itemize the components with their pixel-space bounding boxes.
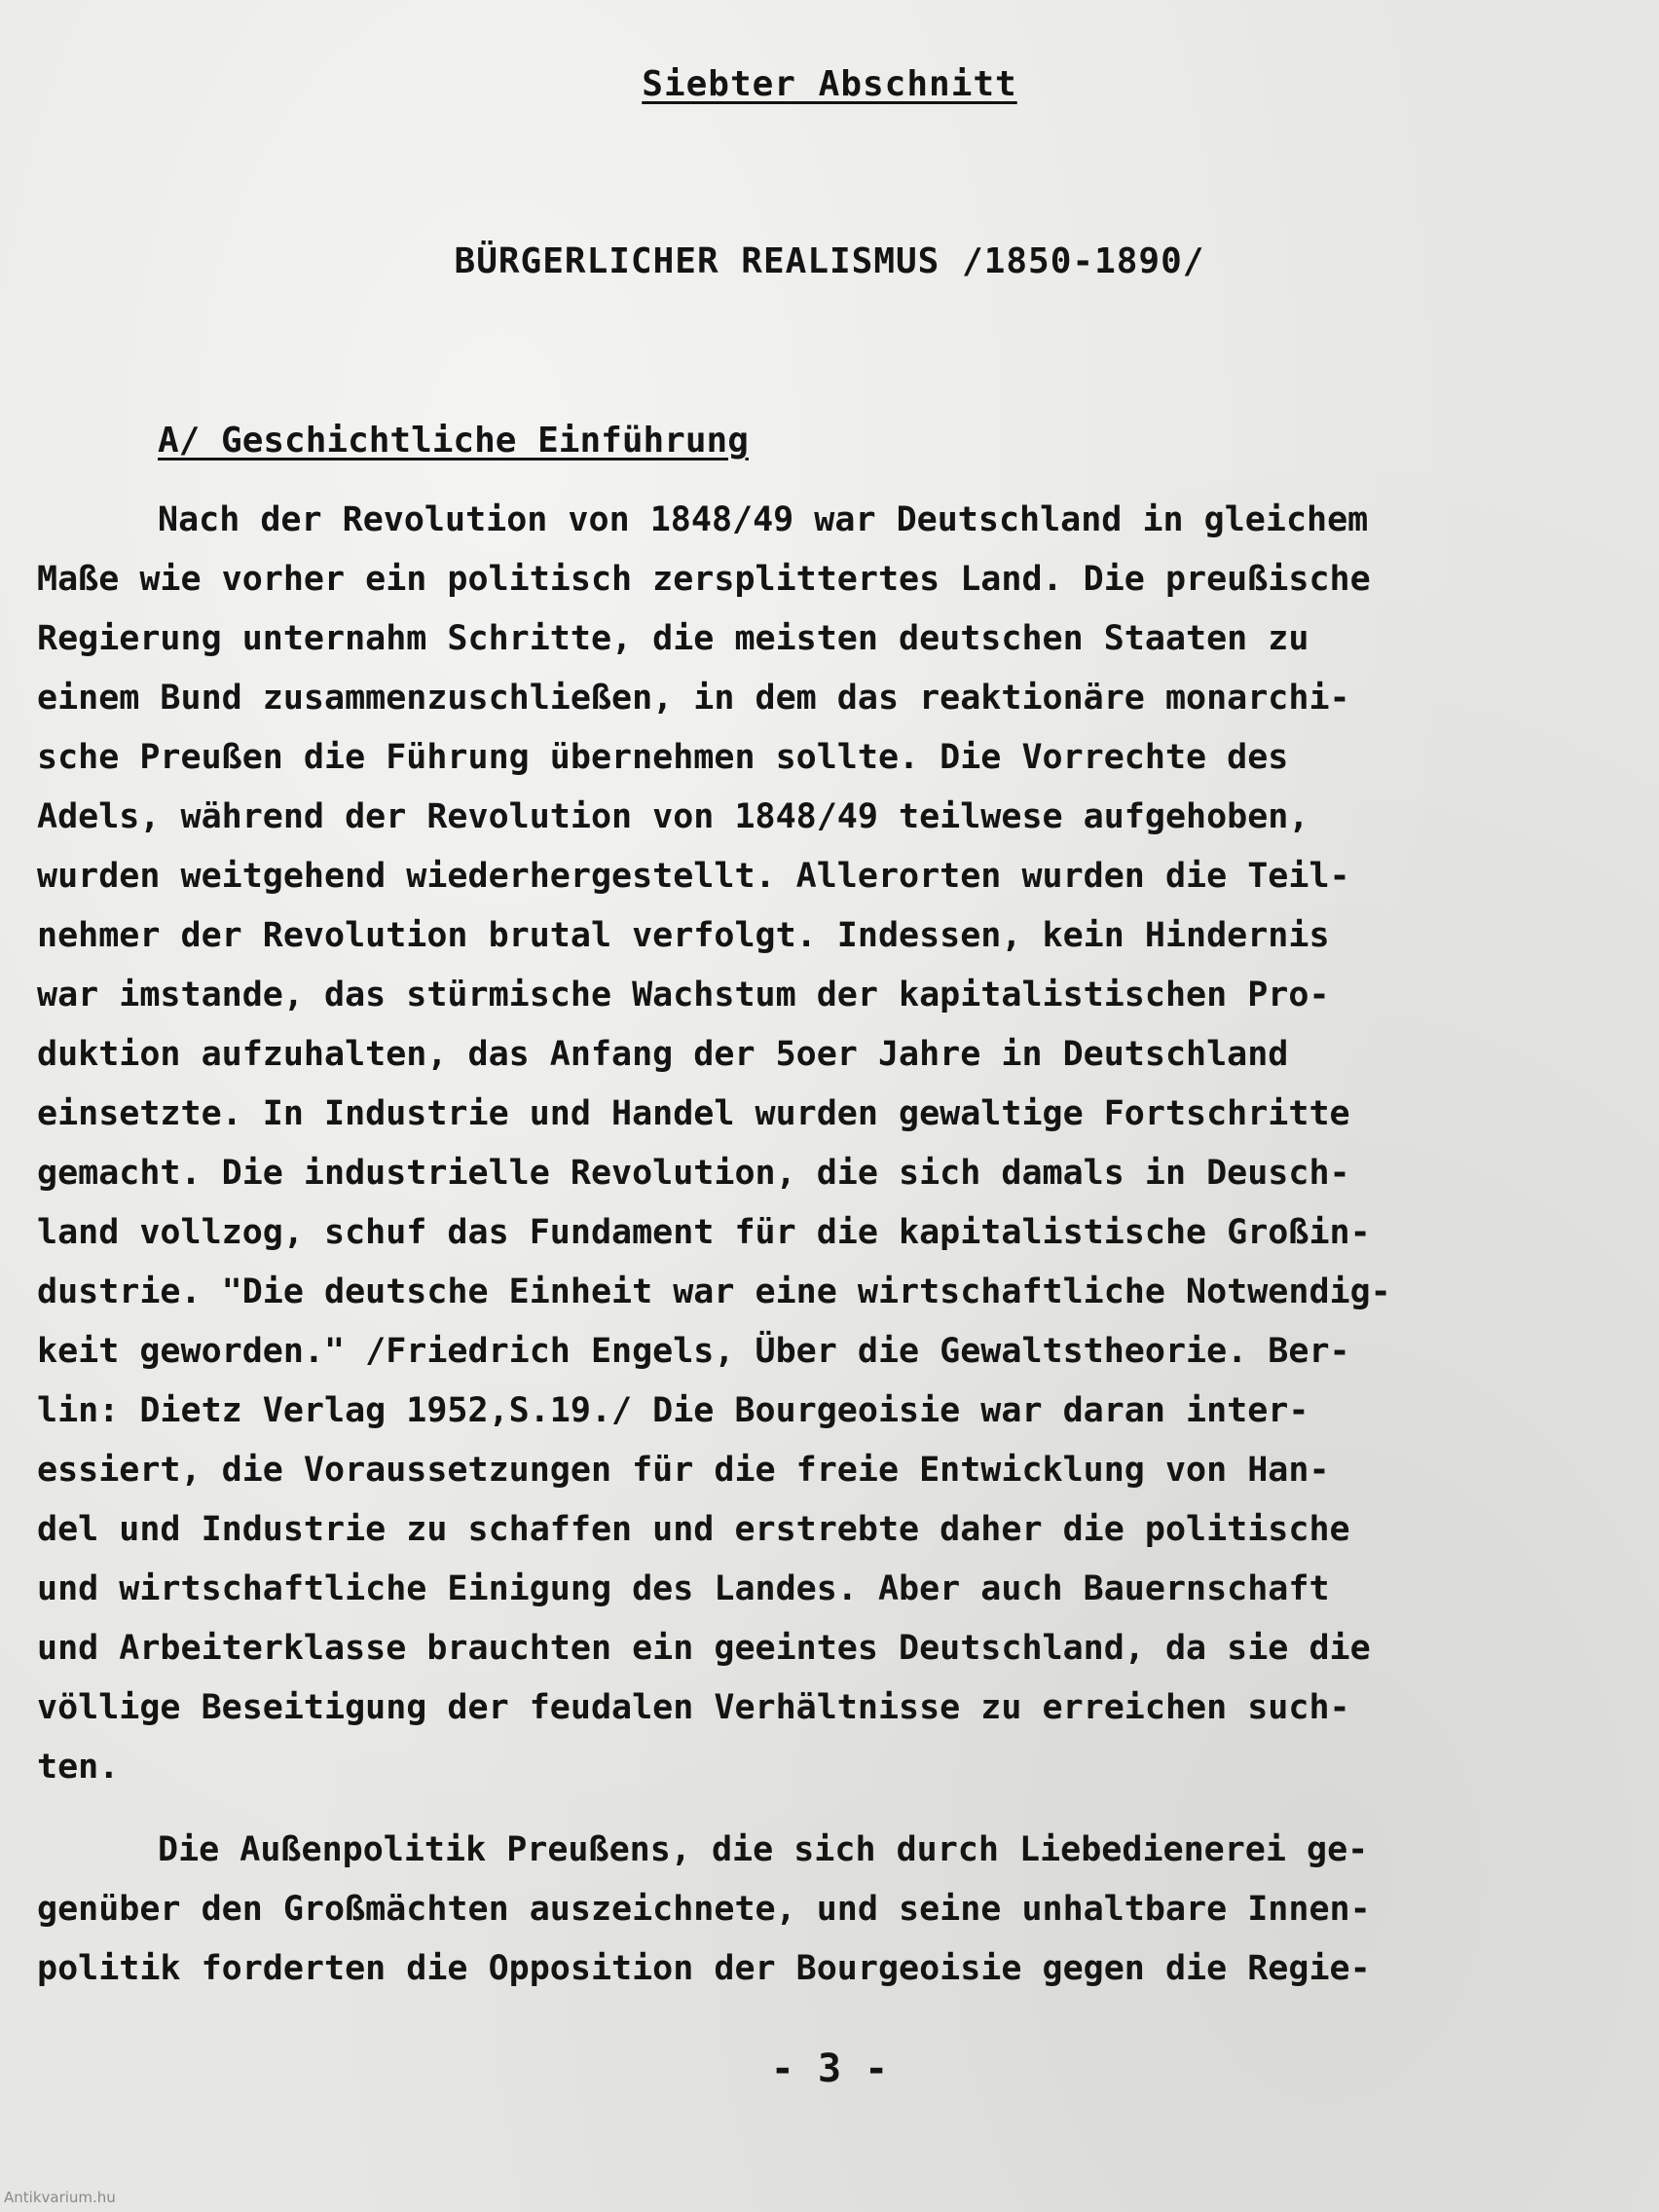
text-line: genüber den Großmächten auszeichnete, und seine unhaltbare Innen- (37, 1890, 1371, 1929)
body-text (37, 491, 1634, 1999)
chapter-title: BÜRGERLICHER REALISMUS /1850-1890/ (454, 241, 1205, 281)
text-line: sche Preußen die Führung übernehmen sollte. Die Vorrechte des (37, 738, 1289, 777)
text-line: Nach der Revolution von 1848/49 war Deutschland in gleichem (158, 500, 1369, 539)
text-line: land vollzog, schuf das Fundament für die kapitalistische Großin- (37, 1213, 1371, 1252)
watermark: Antikvarium.hu (4, 2189, 116, 2206)
text-line: einsetzte. In Industrie und Handel wurden gewaltige Fortschritte (37, 1094, 1350, 1133)
text-line: politik forderten die Opposition der Bourgeoisie gegen die Regie- (37, 1949, 1371, 1988)
subheading: A/ Geschichtliche Einführung (158, 421, 749, 461)
text-line: lin: Dietz Verlag 1952,S.19./ Die Bourgeoisie war daran inter- (37, 1391, 1309, 1430)
text-line: Maße wie vorher ein politisch zersplittertes Land. Die preußische (37, 560, 1371, 599)
text-line: del und Industrie zu schaffen und erstrebte daher die politische (37, 1510, 1350, 1549)
paragraph-1 (37, 491, 1634, 1797)
text-line: Adels, während der Revolution von 1848/49 teilwese aufgehoben, (37, 797, 1309, 836)
section-title: Siebter Abschnitt (642, 64, 1017, 104)
text-line: ten. (37, 1748, 120, 1787)
paragraph-2 (37, 1821, 1634, 1999)
paragraph-gap (37, 1797, 1634, 1821)
text-line: dustrie. "Die deutsche Einheit war eine wirtschaftliche Notwendig- (37, 1272, 1391, 1311)
text-line: wurden weitgehend wiederhergestellt. Allerorten wurden die Teil- (37, 857, 1350, 896)
text-line: war imstande, das stürmische Wachstum der kapitalistischen Pro- (37, 976, 1330, 1014)
text-line: Regierung unternahm Schritte, die meisten deutschen Staaten zu (37, 619, 1309, 658)
text-line: völlige Beseitigung der feudalen Verhältnisse zu erreichen such- (37, 1688, 1350, 1727)
text-line: gemacht. Die industrielle Revolution, die sich damals in Deusch- (37, 1154, 1350, 1193)
text-line: essiert, die Voraussetzungen für die freie Entwicklung von Han- (37, 1451, 1330, 1490)
page-number: - 3 - (770, 2046, 889, 2091)
text-line: nehmer der Revolution brutal verfolgt. Indessen, kein Hindernis (37, 916, 1330, 955)
text-line: und wirtschaftliche Einigung des Landes. Aber auch Bauernschaft (37, 1569, 1330, 1608)
text-line: einem Bund zusammenzuschließen, in dem das reaktionäre monarchi- (37, 679, 1350, 718)
text-line: Die Außenpolitik Preußens, die sich durch Liebedienerei ge- (158, 1830, 1369, 1869)
text-line: und Arbeiterklasse brauchten ein geeintes Deutschland, da sie die (37, 1629, 1371, 1668)
text-line: duktion aufzuhalten, das Anfang der 5oer Jahre in Deutschland (37, 1035, 1289, 1074)
text-line: keit geworden." /Friedrich Engels, Über die Gewaltstheorie. Ber- (37, 1332, 1350, 1371)
